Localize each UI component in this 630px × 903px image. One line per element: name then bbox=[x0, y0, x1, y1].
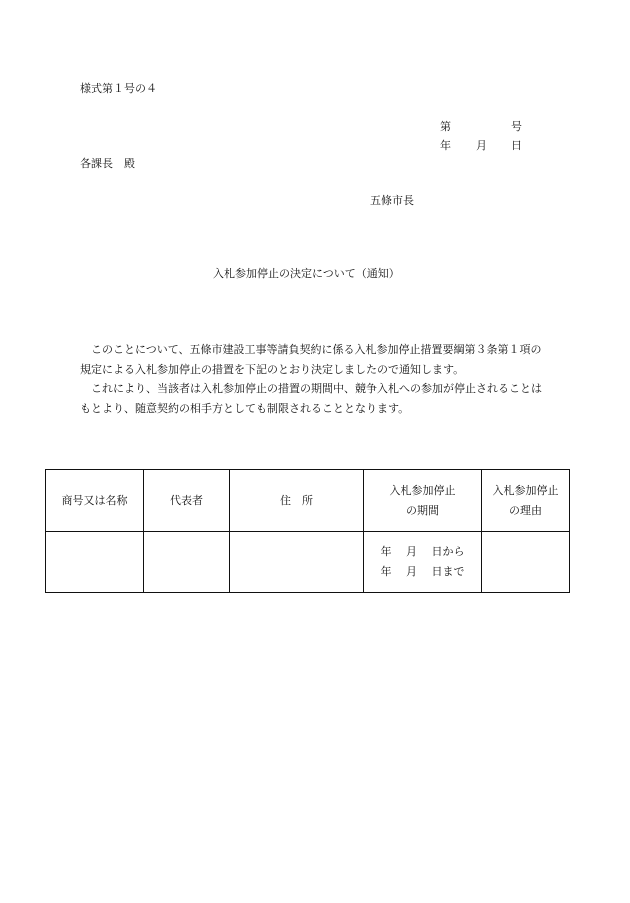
period-to: 年 月 日まで bbox=[380, 565, 465, 578]
body-paragraph-2: これにより、当該者は入札参加停止の措置の期間中、競争入札への参加が停止されることはもとより、随意契約の相手方としても制限されることとなります。 bbox=[80, 382, 542, 415]
addressee: 各課長 殿 bbox=[80, 157, 135, 170]
cell-reason bbox=[482, 532, 570, 593]
cell-representative bbox=[144, 532, 230, 593]
body-text bbox=[80, 340, 550, 418]
header-period-line2: の期間 bbox=[406, 503, 439, 517]
header-address: 住 所 bbox=[230, 470, 364, 532]
notice-table bbox=[45, 469, 570, 593]
cell-address bbox=[230, 532, 364, 593]
table-header-row bbox=[46, 470, 570, 532]
document-title: 入札参加停止の決定について（通知） bbox=[213, 267, 400, 280]
date-month-label: 月 bbox=[476, 139, 487, 152]
header-reason-line2: の理由 bbox=[509, 503, 542, 517]
cell-name bbox=[46, 532, 144, 593]
header-representative: 代表者 bbox=[144, 470, 230, 532]
header-period-line1: 入札参加停止 bbox=[389, 483, 456, 497]
form-number: 様式第１号の４ bbox=[80, 82, 157, 95]
header-reason bbox=[482, 470, 570, 532]
date-year-label: 年 bbox=[440, 139, 451, 152]
header-period bbox=[364, 470, 482, 532]
header-reason-line1: 入札参加停止 bbox=[492, 483, 559, 497]
document-number-label: 第 bbox=[440, 120, 451, 133]
body-paragraph-1: このことについて、五條市建設工事等請負契約に係る入札参加停止措置要綱第３条第１項の規定による入札参加停止の措置を下記のとおり決定しましたので通知します。 bbox=[80, 343, 542, 376]
sender: 五條市長 bbox=[370, 194, 414, 207]
document-number-suffix: 号 bbox=[511, 120, 522, 133]
period-from: 年 月 日から bbox=[380, 545, 465, 558]
header-name: 商号又は名称 bbox=[46, 470, 144, 532]
date-day-label: 日 bbox=[511, 139, 522, 152]
cell-period bbox=[364, 532, 482, 593]
table-row bbox=[46, 532, 570, 593]
